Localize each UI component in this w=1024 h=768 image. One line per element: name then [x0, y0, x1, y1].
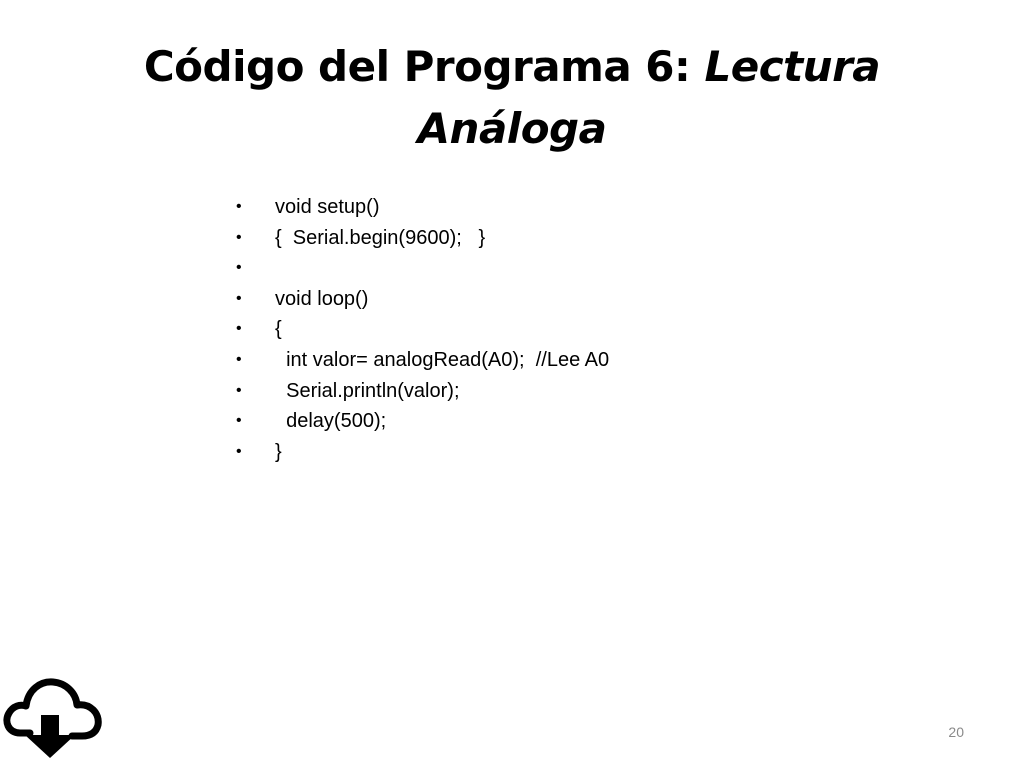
bullet-marker: • [236, 198, 242, 215]
code-line-text: void setup() [275, 196, 380, 218]
code-line-text: Serial.println(valor); [275, 379, 460, 402]
bullet-marker: • [236, 412, 242, 430]
cloud-download-icon-graphic [0, 675, 102, 759]
bullet-marker: • [236, 350, 242, 368]
bullet-marker: • [236, 320, 242, 338]
code-line-text: { [275, 318, 282, 341]
code-line-text: { Serial.begin(9600); } [275, 226, 486, 249]
cloud-download-icon[interactable] [0, 675, 102, 759]
slide-title-main: Código del Programa 6: [143, 42, 705, 91]
code-line-text: delay(500); [275, 410, 387, 433]
bullet-marker: • [236, 442, 242, 460]
code-line-text: } [275, 440, 282, 463]
page-number: 20 [948, 724, 964, 740]
code-line-text: int valor= analogRead(A0); //Lee A0 [275, 348, 610, 371]
bullet-marker: • [236, 259, 242, 277]
bullet-marker: • [236, 289, 242, 307]
bullet-marker: • [236, 228, 242, 246]
slide-title [60, 36, 964, 160]
bullet-marker: • [236, 381, 242, 399]
code-line-text: void loop() [275, 287, 369, 310]
slide-title-emphasis: Lectura Análoga [417, 42, 881, 153]
